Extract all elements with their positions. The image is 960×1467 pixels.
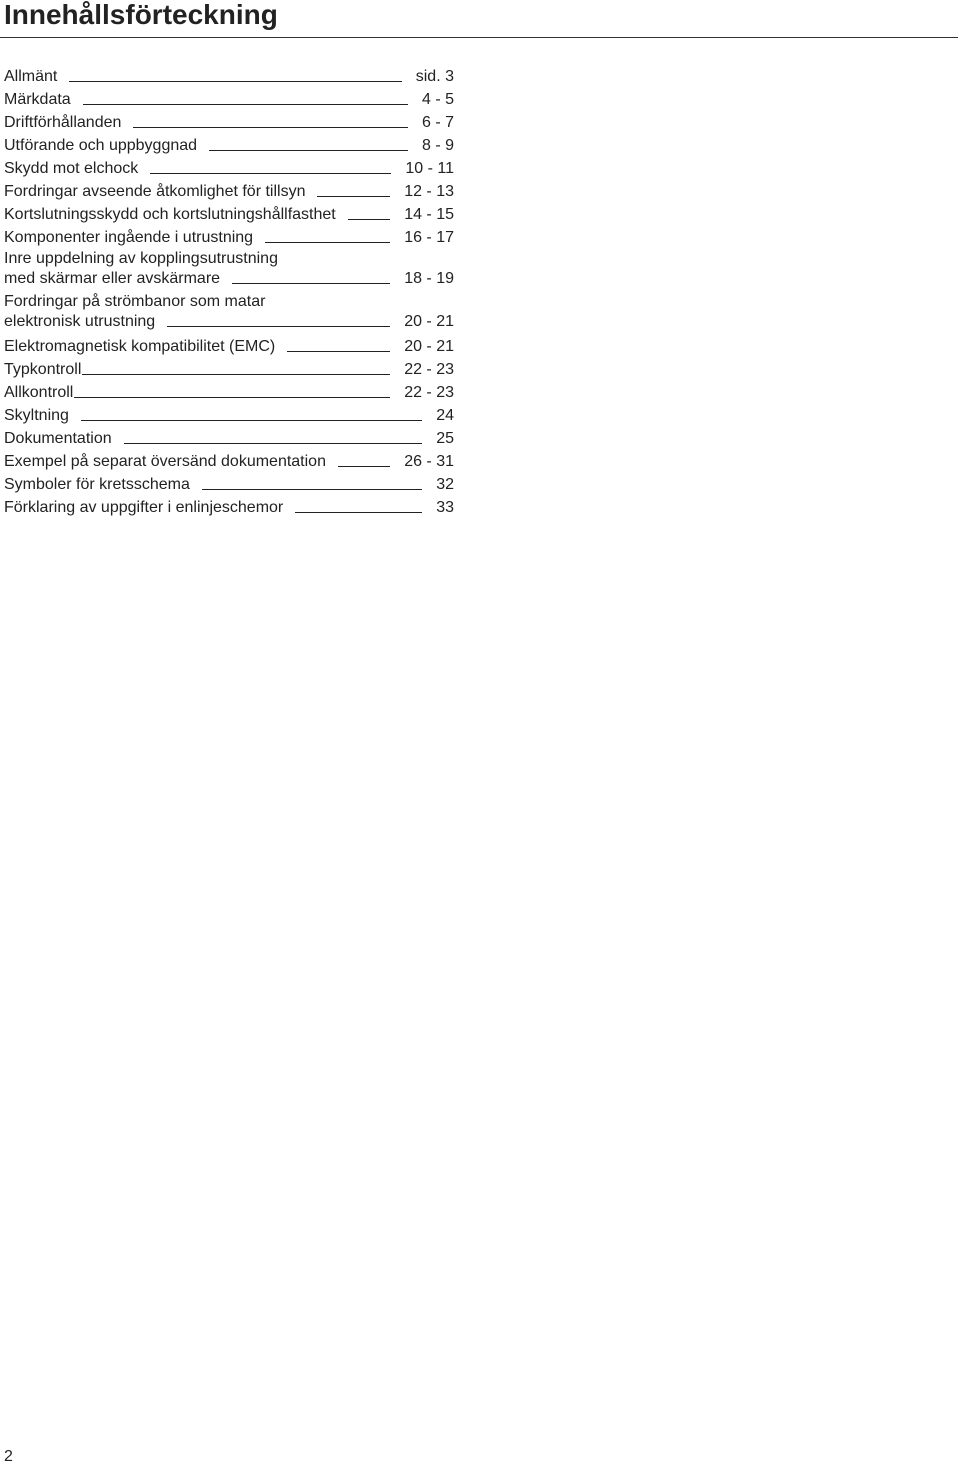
toc-leader-line bbox=[338, 466, 390, 467]
toc-leader-line bbox=[317, 196, 390, 197]
toc-entry-page: 6 - 7 bbox=[421, 114, 454, 131]
toc-leader-line bbox=[348, 219, 390, 220]
toc-leader-line bbox=[167, 326, 390, 327]
toc-entry-symboler[interactable] bbox=[4, 471, 454, 494]
toc-entry-emc[interactable] bbox=[4, 333, 454, 356]
toc-entry-driftforhallanden[interactable] bbox=[4, 109, 454, 132]
toc-entry-title: Allkontroll bbox=[4, 384, 74, 401]
toc-leader-line bbox=[83, 104, 408, 105]
toc-entry-utforande[interactable] bbox=[4, 132, 454, 155]
toc-entry-title: Typkontroll bbox=[4, 361, 82, 378]
toc-entry-title: Komponenter ingående i utrustning bbox=[4, 229, 254, 246]
toc-entry-title: Driftförhållanden bbox=[4, 114, 122, 131]
toc-entry-allkontroll[interactable] bbox=[4, 379, 454, 402]
toc-entry-title: Exempel på separat översänd dokumentation bbox=[4, 453, 326, 470]
toc-entry-komponenter[interactable] bbox=[4, 224, 454, 247]
toc-entry-typkontroll[interactable] bbox=[4, 356, 454, 379]
toc-leader-line bbox=[295, 512, 422, 513]
toc-entry-title: Kortslutningsskydd och kortslutningshållfasthet bbox=[4, 206, 336, 223]
toc-leader-line bbox=[133, 127, 408, 128]
toc-entry-title: Dokumentation bbox=[4, 430, 112, 447]
toc-entry-title: elektronisk utrustning bbox=[4, 313, 156, 330]
toc-entry-page: 33 bbox=[436, 499, 454, 516]
toc-entry-page: 32 bbox=[436, 476, 454, 493]
toc-entry-title: Allmänt bbox=[4, 68, 58, 85]
toc-entry-page: 10 - 11 bbox=[405, 160, 454, 177]
toc-entry-kortslutningsskydd[interactable] bbox=[4, 201, 454, 224]
toc-entry-title: Skydd mot elchock bbox=[4, 160, 139, 177]
toc-entry-page: 16 - 17 bbox=[404, 229, 454, 246]
toc-leader-line bbox=[74, 397, 390, 398]
toc-entry-strombanor[interactable] bbox=[4, 290, 454, 331]
toc-entry-title: med skärmar eller avskärmare bbox=[4, 270, 221, 287]
toc-entry-title: Fordringar avseende åtkomlighet för tillsyn bbox=[4, 183, 306, 200]
page-number: 2 bbox=[4, 1448, 13, 1465]
toc-entry-page: sid. 3 bbox=[415, 68, 454, 85]
toc-entry-page: 20 - 21 bbox=[404, 313, 454, 330]
toc-entry-page: 12 - 13 bbox=[404, 183, 454, 200]
toc-entry-markdata[interactable] bbox=[4, 86, 454, 109]
toc-entry-title-line1: Inre uppdelning av kopplingsutrustning bbox=[4, 250, 278, 267]
toc-leader-line bbox=[287, 351, 390, 352]
toc-entry-forklaring[interactable] bbox=[4, 494, 454, 517]
document-title: Innehållsförteckning bbox=[4, 0, 278, 30]
toc-entry-title: Utförande och uppbyggnad bbox=[4, 137, 198, 154]
toc-leader-line bbox=[202, 489, 422, 490]
toc-entry-page: 26 - 31 bbox=[404, 453, 454, 470]
toc-entry-atkomlighet[interactable] bbox=[4, 178, 454, 201]
toc-entry-skyltning[interactable] bbox=[4, 402, 454, 425]
toc-leader-line bbox=[81, 420, 422, 421]
toc-leader-line bbox=[209, 150, 408, 151]
toc-entry-page: 25 bbox=[436, 430, 454, 447]
toc-entry-title: Märkdata bbox=[4, 91, 71, 108]
toc-entry-page: 24 bbox=[436, 407, 454, 424]
toc-entry-title: Skyltning bbox=[4, 407, 69, 424]
toc-entry-allmant[interactable] bbox=[4, 63, 454, 86]
toc-entry-page: 18 - 19 bbox=[404, 270, 454, 287]
toc-leader-line bbox=[265, 242, 390, 243]
toc-entry-page: 22 - 23 bbox=[404, 361, 454, 378]
title-divider bbox=[0, 37, 958, 38]
toc-entry-skydd-elchock[interactable] bbox=[4, 155, 454, 178]
toc-entry-inre-uppdelning[interactable] bbox=[4, 247, 454, 288]
toc-entry-page: 22 - 23 bbox=[404, 384, 454, 401]
toc-entry-page: 4 - 5 bbox=[421, 91, 454, 108]
toc-entry-page: 14 - 15 bbox=[404, 206, 454, 223]
toc-entry-title: Symboler för kretsschema bbox=[4, 476, 190, 493]
toc-entry-dokumentation[interactable] bbox=[4, 425, 454, 448]
toc-leader-line bbox=[124, 443, 423, 444]
toc-leader-line bbox=[232, 283, 390, 284]
toc-entry-title: Förklaring av uppgifter i enlinjeschemor bbox=[4, 499, 284, 516]
table-of-contents bbox=[4, 63, 454, 517]
toc-entry-page: 8 - 9 bbox=[421, 137, 454, 154]
toc-entry-exempel[interactable] bbox=[4, 448, 454, 471]
toc-entry-title: Elektromagnetisk kompatibilitet (EMC) bbox=[4, 338, 276, 355]
toc-leader-line bbox=[69, 81, 401, 82]
toc-entry-title-line1: Fordringar på strömbanor som matar bbox=[4, 293, 266, 310]
toc-entry-page: 20 - 21 bbox=[404, 338, 454, 355]
toc-leader-line bbox=[150, 173, 391, 174]
toc-leader-line bbox=[82, 374, 390, 375]
